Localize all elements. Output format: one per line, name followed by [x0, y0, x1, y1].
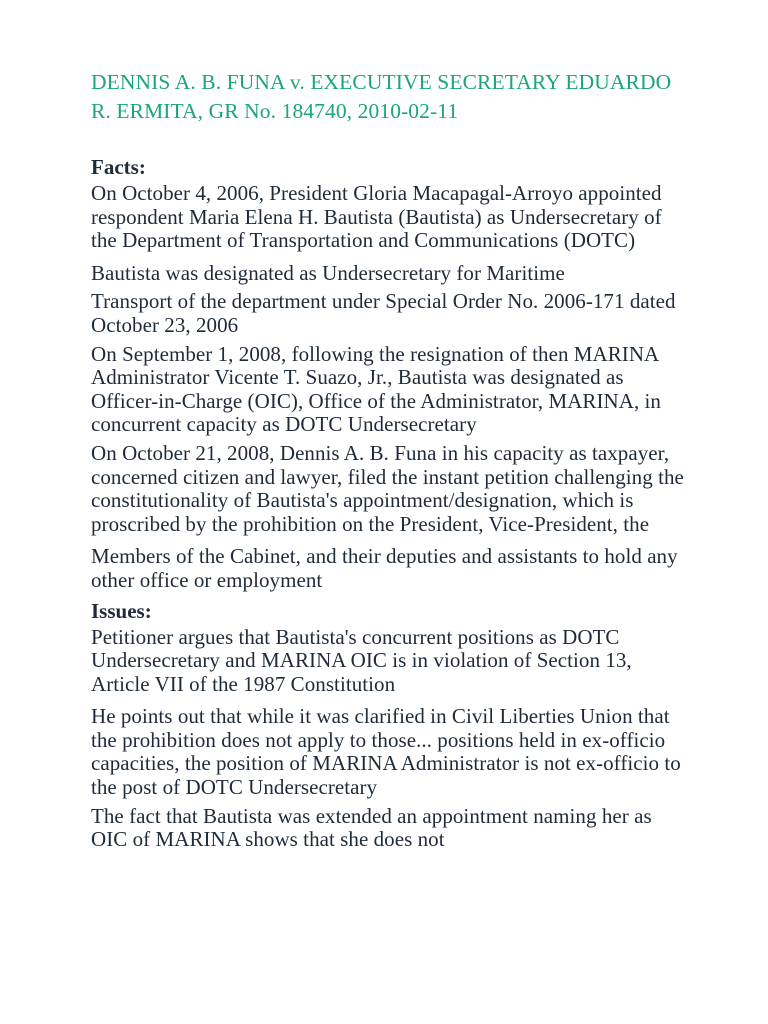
facts-paragraph: Transport of the department under Special Order No. 2006-171 dated October 23, 2006: [91, 289, 676, 337]
issues-paragraph: He points out that while it was clarified in Civil Liberties Union that the prohibition does not apply to those... positions held in ex-officio capacities, the position of MARINA Administrator is not ex-officio to the post of DOTC Undersecretary: [91, 704, 681, 800]
issues-paragraph: Petitioner argues that Bautista's concurrent positions as DOTC Undersecretary and MARINA OIC is in violation of Section 13, Article VII of the 1987 Constitution: [91, 624, 632, 696]
facts-heading: Facts:: [91, 155, 146, 179]
facts-paragraph: On October 4, 2006, President Gloria Macapagal-Arroyo appointed respondent Maria Elena H. Bautista (Bautista) as Undersecretary of the Department of Transportation and Communications (DOTC): [91, 181, 662, 253]
facts-paragraph: Members of the Cabinet, and their deputies and assistants to hold any other office or employment: [91, 544, 678, 592]
document-page: [91, 68, 691, 855]
facts-paragraph: Bautista was designated as Undersecretary for Maritime: [91, 260, 565, 285]
facts-paragraph: On September 1, 2008, following the resignation of then MARINA Administrator Vicente T. Suazo, Jr., Bautista was designated as Officer-in-Charge (OIC), Office of the Administrator, MARINA, in concurrent capacity as DOTC Undersecretary: [91, 341, 661, 437]
issues-heading: Issues:: [91, 598, 152, 623]
issues-paragraph: The fact that Bautista was extended an appointment naming her as OIC of MARINA shows that she does not: [91, 803, 652, 852]
facts-paragraph: On October 21, 2008, Dennis A. B. Funa in his capacity as taxpayer, concerned citizen and lawyer, filed the instant petition challenging the constitutionality of Bautista's appointment/designation, which is proscribed by the prohibition on the President, Vice-President, the: [91, 440, 684, 536]
document-title: DENNIS A. B. FUNA v. EXECUTIVE SECRETARY EDUARDO R. ERMITA, GR No. 184740, 2010-02-11: [91, 70, 672, 123]
